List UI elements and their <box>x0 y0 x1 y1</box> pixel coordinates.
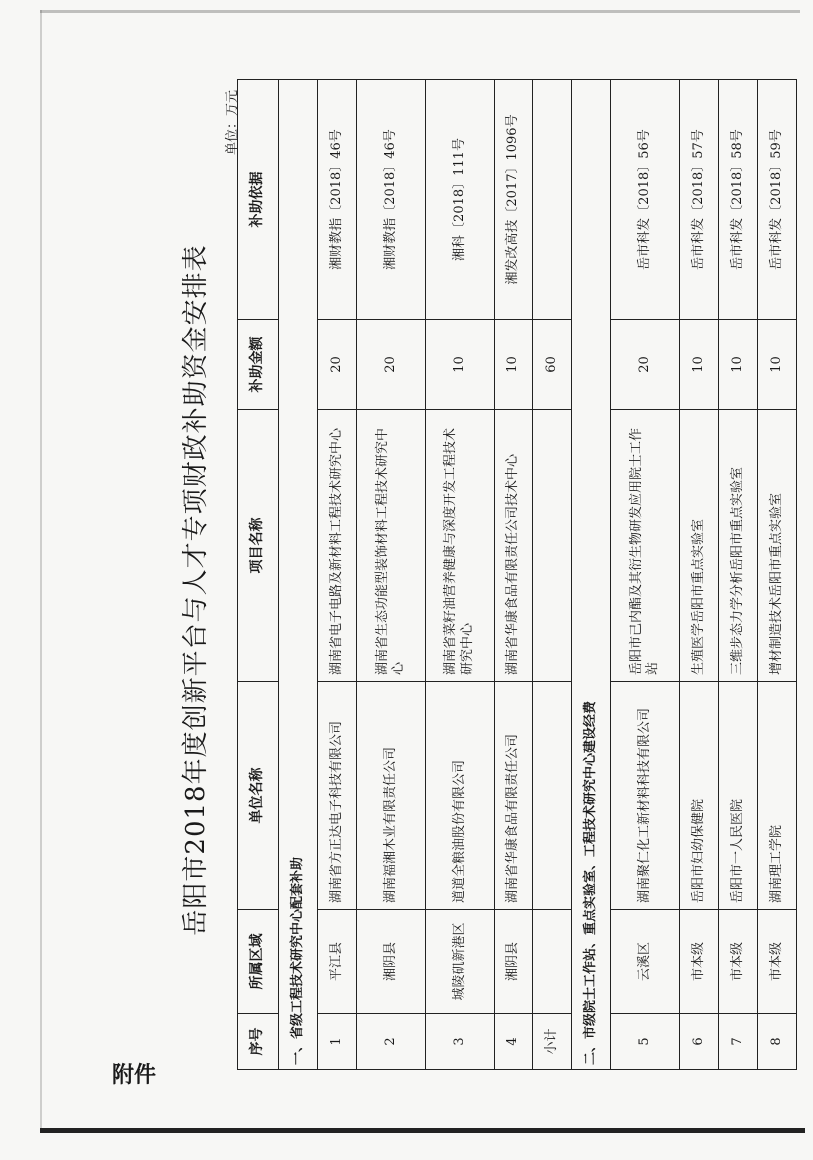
header-cell: 补助依据 <box>238 80 279 320</box>
empty-cell <box>533 80 572 320</box>
table-row <box>318 80 357 1070</box>
cell-unit: 湖南省方正达电子科技有限公司 <box>318 682 357 910</box>
cell-unit: 岳阳市妇幼保健院 <box>680 682 719 910</box>
cell-region: 市本级 <box>757 910 796 1014</box>
cell-project: 生殖医学岳阳市重点实验室 <box>680 410 719 682</box>
table-row <box>719 80 758 1070</box>
cell-region: 湘阴县 <box>357 910 426 1014</box>
cell-amount: 10 <box>680 320 719 410</box>
cell-no: 7 <box>719 1014 758 1070</box>
cell-no: 6 <box>680 1014 719 1070</box>
cell-unit: 道道全粮油股份有限公司 <box>425 682 494 910</box>
section-title: 一、省级工程技术研究中心配套补助 <box>279 80 318 1070</box>
cell-region: 市本级 <box>719 910 758 1014</box>
header-cell: 项目名称 <box>238 410 279 682</box>
table-row <box>680 80 719 1070</box>
cell-basis: 湘发改高技〔2017〕1096号 <box>494 80 533 320</box>
cell-project: 增材制造技术岳阳市重点实验室 <box>757 410 796 682</box>
cell-amount: 10 <box>425 320 494 410</box>
cell-no: 8 <box>757 1014 796 1070</box>
cell-unit: 岳阳市一人民医院 <box>719 682 758 910</box>
table-row <box>357 80 426 1070</box>
scan-edge-top <box>40 10 800 13</box>
cell-project: 湖南省菜籽油营养健康与深度开发工程技术研究中心 <box>425 410 494 682</box>
cell-region: 市本级 <box>680 910 719 1014</box>
cell-amount: 20 <box>318 320 357 410</box>
cell-amount: 20 <box>357 320 426 410</box>
subtotal-row <box>533 80 572 1070</box>
empty-cell <box>533 410 572 682</box>
table-row <box>425 80 494 1070</box>
cell-no: 3 <box>425 1014 494 1070</box>
header-cell: 单位名称 <box>238 682 279 910</box>
table-row <box>611 80 680 1070</box>
cell-project: 湖南省华康食品有限责任公司技术中心 <box>494 410 533 682</box>
cell-unit: 湖南福湘木业有限责任公司 <box>357 682 426 910</box>
annex-label: 附件 <box>112 1062 157 1088</box>
cell-project: 三维步态力学分析岳阳市重点实验室 <box>719 410 758 682</box>
cell-basis: 岳市科发〔2018〕57号 <box>680 80 719 320</box>
cell-basis: 岳市科发〔2018〕56号 <box>611 80 680 320</box>
header-cell: 序号 <box>238 1014 279 1070</box>
cell-basis: 岳市科发〔2018〕59号 <box>757 80 796 320</box>
cell-no: 1 <box>318 1014 357 1070</box>
cell-region: 平江县 <box>318 910 357 1014</box>
cell-region: 云溪区 <box>611 910 680 1014</box>
header-cell: 所属区域 <box>238 910 279 1014</box>
scan-edge-left <box>40 10 42 1130</box>
funding-table <box>237 79 797 1070</box>
empty-cell <box>533 910 572 1014</box>
section-title: 二、市级院士工作站、重点实验室、工程技术研究中心建设经费 <box>572 80 611 1070</box>
cell-no: 5 <box>611 1014 680 1070</box>
scan-edge-bottom <box>40 1128 805 1133</box>
cell-basis: 湘财教指〔2018〕46号 <box>318 80 357 320</box>
cell-no: 2 <box>357 1014 426 1070</box>
section-row <box>572 80 611 1070</box>
page-title: 岳阳市2018年度创新平台与人才专项财政补助资金安排表 <box>181 244 211 936</box>
table-row <box>757 80 796 1070</box>
cell-unit: 湖南省华康食品有限责任公司 <box>494 682 533 910</box>
cell-basis: 湘财教指〔2018〕46号 <box>357 80 426 320</box>
cell-unit: 湖南聚仁化工新材料科技有限公司 <box>611 682 680 910</box>
header-cell: 补助金额 <box>238 320 279 410</box>
subtotal-amount: 60 <box>533 320 572 410</box>
cell-amount: 20 <box>611 320 680 410</box>
cell-project: 湖南省电子电路及新材料工程技术研究中心 <box>318 410 357 682</box>
cell-project: 岳阳市己内酯及其衍生物研发应用院士工作站 <box>611 410 680 682</box>
section-row <box>279 80 318 1070</box>
cell-region: 城陵矶新港区 <box>425 910 494 1014</box>
unit-label: 单位：万元 <box>225 90 240 156</box>
cell-no: 4 <box>494 1014 533 1070</box>
rotated-page <box>175 80 805 1100</box>
cell-amount: 10 <box>757 320 796 410</box>
header-row <box>238 80 279 1070</box>
cell-amount: 10 <box>494 320 533 410</box>
cell-amount: 10 <box>719 320 758 410</box>
cell-basis: 岳市科发〔2018〕58号 <box>719 80 758 320</box>
subtotal-label: 小计 <box>533 1014 572 1070</box>
cell-region: 湘阴县 <box>494 910 533 1014</box>
cell-unit: 湖南理工学院 <box>757 682 796 910</box>
cell-basis: 湘科〔2018〕111号 <box>425 80 494 320</box>
empty-cell <box>533 682 572 910</box>
table-row <box>494 80 533 1070</box>
cell-project: 湖南省生态功能型装饰材料工程技术研究中心 <box>357 410 426 682</box>
